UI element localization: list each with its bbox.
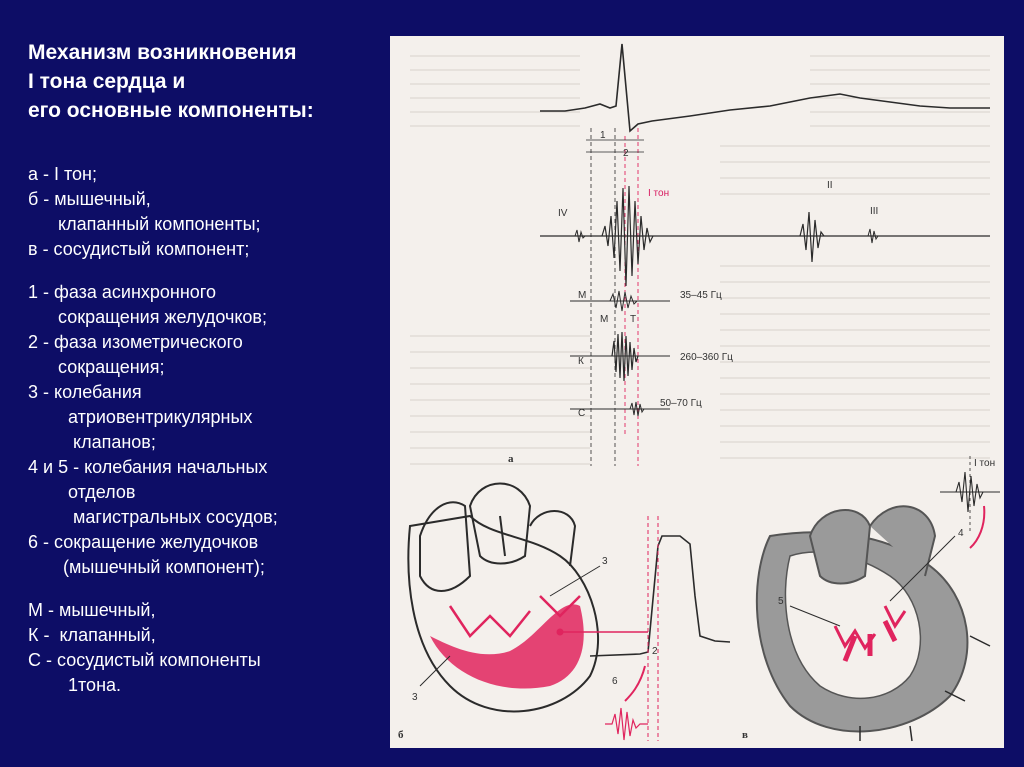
legend-item: (мышечный компонент); — [28, 557, 265, 577]
legend-list — [28, 162, 278, 698]
v-num-4: 4 — [958, 528, 964, 539]
heart-sound-diagram — [390, 36, 1004, 748]
pressure-curve — [590, 536, 730, 656]
phase-1-label: 1 — [600, 130, 606, 141]
legend-item: а - I тон; — [28, 164, 98, 184]
legend-item: сокращения желудочков; — [28, 307, 267, 327]
v-num-5: 5 — [778, 596, 784, 607]
tone-2-oscillation — [800, 212, 824, 262]
tone-1-label: I тон — [648, 188, 670, 199]
legend-item: отделов — [28, 482, 136, 502]
m-component-trace — [610, 291, 637, 311]
b-bottom-trace — [605, 708, 648, 740]
panel-v-label: в — [742, 729, 748, 741]
k-label: К — [578, 356, 584, 367]
ecg-trace — [540, 44, 990, 131]
legend-item: сокращения; — [28, 357, 165, 377]
legend-item: 6 - сокращение желудочков — [28, 532, 259, 552]
b-num-2: 2 — [652, 646, 658, 657]
legend-item: клапанов; — [28, 432, 156, 452]
legend-item: М - мышечный, — [28, 600, 156, 620]
legend-item: 2 - фаза изометрического — [28, 332, 243, 352]
heart-b — [398, 484, 648, 742]
b-num-6: 6 — [612, 676, 618, 687]
legend-item: С - сосудистый компоненты — [28, 650, 261, 670]
heart-v — [742, 506, 990, 741]
legend-item: 1 - фаза асинхронного — [28, 282, 216, 302]
b-num-3a: 3 — [602, 556, 608, 567]
tone-3-label: III — [870, 206, 879, 217]
legend-item: магистральных сосудов; — [28, 507, 278, 527]
title-line-3: его основные компоненты: — [28, 99, 314, 122]
legend-spacer — [28, 580, 278, 598]
legend-item: б - мышечный, — [28, 189, 151, 209]
tone-4-label: IV — [558, 208, 568, 219]
v-tone-trace — [956, 472, 983, 512]
v-tone-label: I тон — [974, 458, 996, 469]
phase-markers — [586, 128, 644, 466]
legend-item: 3 - колебания — [28, 382, 142, 402]
tone-2-label: II — [827, 180, 833, 191]
panel-b-label: б — [398, 729, 404, 741]
diagram-panel — [390, 36, 1004, 748]
t-label: Т — [630, 314, 637, 325]
legend-spacer — [28, 262, 278, 280]
c-label: С — [578, 408, 586, 419]
freq-m-label: 35–45 Гц — [680, 290, 722, 301]
slide-title — [28, 38, 314, 125]
legend-item: К - клапанный, — [28, 625, 156, 645]
legend-item: в - сосудистый компонент; — [28, 239, 250, 259]
panel-a-label: а — [508, 453, 514, 465]
freq-c-label: 50–70 Гц — [660, 398, 702, 409]
legend-item: 1тона. — [28, 675, 122, 695]
phase-2-label: 2 — [623, 148, 629, 159]
m-label: М — [578, 290, 587, 301]
legend-item: 4 и 5 - колебания начальных — [28, 457, 268, 477]
m-small-label: М — [600, 314, 609, 325]
legend-item: клапанный компоненты; — [28, 214, 261, 234]
title-line-2: I тона сердца и — [28, 70, 186, 93]
freq-k-label: 260–360 Гц — [680, 352, 733, 363]
legend-item: атриовентрикулярных — [28, 407, 253, 427]
b-num-3b: 3 — [412, 692, 418, 703]
title-line-1: Механизм возникновения — [28, 41, 297, 64]
